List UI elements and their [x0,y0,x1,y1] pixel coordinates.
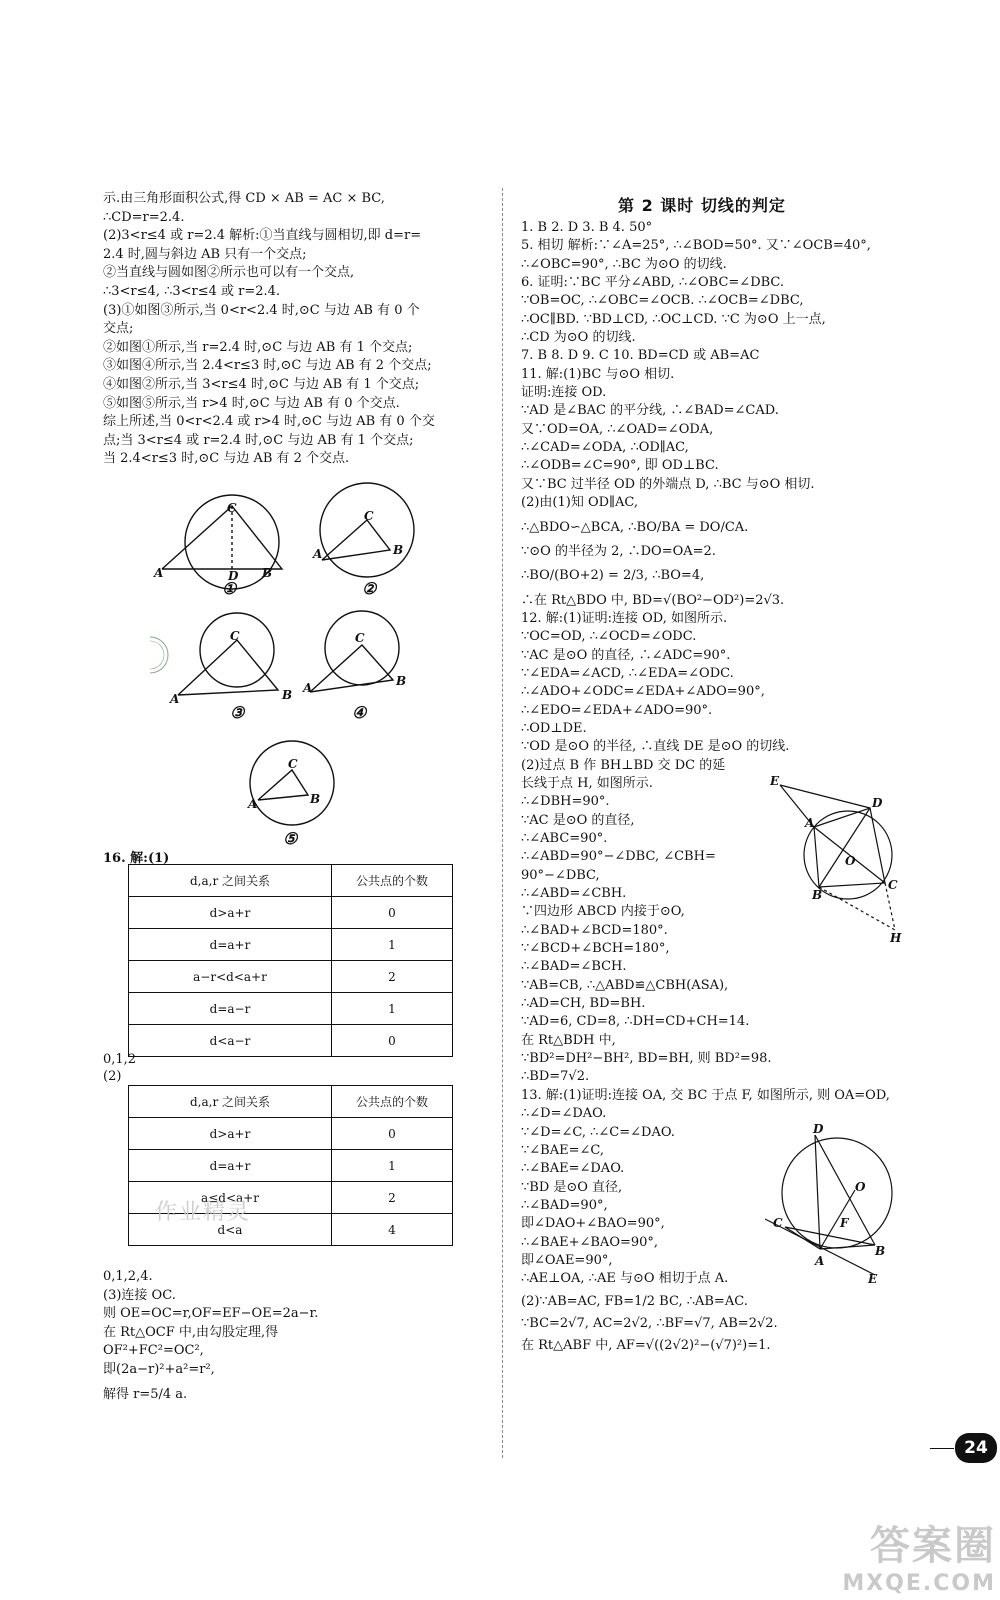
label-O: O [855,1180,866,1194]
table-row [129,1150,453,1182]
table-cell: 0 [332,1025,453,1057]
table-cell: a−r<d<a+r [129,961,332,993]
text-line: ∵AC 是⊙O 的直径, [521,812,635,828]
label-A: A [154,566,164,580]
label-O: O [845,854,856,868]
text-line: ∴∠BAE+∠BAO=90°, [521,1234,659,1250]
text-line: 5. 相切 解析:∵∠A=25°, ∴∠BOD=50°. 又∵∠OCB=40°, [521,238,871,254]
table-cell: 1 [332,1150,453,1182]
text-line: ∴OC∥BD. ∵BD⊥CD, ∴OC⊥CD. ∵C 为⊙O 上一点, [521,311,826,327]
text-line: ∴OD⊥DE. [521,720,587,736]
text-line: 又∵BC 过半径 OD 的外端点 D, ∴BC 与⊙O 相切. [521,476,815,492]
text-line: OF²+FC²=OC², [103,1343,204,1359]
text-line: ∴3<r≤4, ∴3<r≤4 或 r=2.4. [103,283,281,299]
label-F: F [840,1216,849,1230]
text-line: 交点; [103,321,134,337]
answer-text: 0,1,2 [103,1052,137,1067]
label-E: E [770,775,780,788]
text-line: ∵⊙O 的半径为 2, ∴DO=OA=2. [521,543,716,559]
text-line: ∵BD²=DH²−BH², BD=BH, 则 BD²=98. [521,1051,772,1067]
text-line: ∴∠BAD=∠BCH. [521,959,627,975]
table-cell: d>a+r [129,1118,332,1150]
relation-table-1 [128,864,453,1057]
text-line: ∴∠DBH=90°. [521,794,610,810]
label-B: B [310,792,321,806]
text-line: (3)①如图③所示,当 0<r<2.4 时,⊙C 与边 AB 有 0 个 [103,302,420,318]
label-C: C [288,757,298,771]
figure-num-4: ④ [352,703,367,722]
text-line: 7. B 8. D 9. C 10. BD=CD 或 AB=AC [521,348,760,364]
text-line: ∵AB=CB, ∴△ABD≌△CBH(ASA), [521,977,729,993]
table-row [129,961,453,993]
text-line: 13. 解:(1)证明:连接 OA, 交 BC 于点 F, 如图所示, 则 OA=OD, [521,1087,890,1103]
text-line: ②当直线与圆如图②所示也可以有一个交点, [103,265,355,281]
table-header-row [129,865,453,897]
text-line: ∴CD 为⊙O 的切线. [521,330,636,346]
label-C: C [355,631,365,645]
text-line: (3)连接 OC. [103,1287,176,1303]
text-line: 又∵OD=OA, ∴∠OAD=∠ODA, [521,421,714,437]
text-line: ∵AD 是∠BAC 的平分线, ∴∠BAD=∠CAD. [521,403,779,419]
label-A: A [248,797,258,811]
page-number-rule [930,1448,954,1449]
label-C: C [888,878,898,892]
label-B: B [282,688,293,702]
text-line: 在 Rt△ABF 中, AF=√((2√2)²−(√7)²)=1. [521,1338,771,1354]
text-line: ∴△BDO∽△BCA, ∴BO/BA = DO/CA. [521,519,749,535]
text-line: 当 2.4<r≤3 时,⊙C 与边 AB 有 2 个交点. [103,451,350,467]
text-line: 示.由三角形面积公式,得 CD × AB = AC × BC, [103,191,385,206]
text-line: 即(2a−r)²+a²=r², [103,1361,215,1377]
table-cell: 1 [332,993,453,1025]
text-line: ∵∠BAE=∠C, [521,1142,604,1158]
text-line: (2)由(1)知 OD∥AC, [521,495,639,511]
figure-5-triangle [258,770,308,800]
left-solution-text [103,190,483,469]
text-line: ∴BD=7√2. [521,1069,590,1085]
figure-3-triangle [178,640,278,695]
table-cell: a≤d<a+r [129,1182,332,1214]
table-row [129,1025,453,1057]
watermark-bottom: MXQE.COM [842,1571,996,1596]
figure-3-circle [200,613,274,687]
left-bottom-text [103,1268,483,1404]
text-line: 2.4 时,圆与斜边 AB 只有一个交点; [103,246,307,262]
label-B: B [875,1244,886,1258]
text-line: 点;当 3<r≤4 或 r=2.4 时,⊙C 与边 AB 有 1 个交点; [103,432,414,448]
text-line: 在 Rt△BDH 中, [521,1032,616,1048]
figure-q13 [765,1115,895,1295]
figure-2-triangle [322,520,390,560]
text-line: ∴∠EDO=∠EDA+∠ADO=90°. [521,702,713,718]
label-H: H [890,931,902,945]
figure-num-1: ① [222,579,237,598]
table-header-cell: d,a,r 之间关系 [129,865,332,897]
text-line: ∴∠OBC=90°, ∴BC 为⊙O 的切线. [521,256,727,272]
figure-5-circle [250,741,334,825]
text-line: ④如图②所示,当 3<r≤4 时,⊙C 与边 AB 有 1 个交点; [103,376,420,392]
label-D: D [813,1122,824,1136]
text-line: ∵OB=OC, ∴∠OBC=∠OCB. ∴∠OCB=∠DBC, [521,293,804,309]
text-line: ∵AC 是⊙O 的直径, ∴∠ADC=90°. [521,647,731,663]
text-line: ∴AE⊥OA, ∴AE 与⊙O 相切于点 A. [521,1271,729,1287]
figure-num-2: ② [362,579,377,598]
text-line: (2)过点 B 作 BH⊥BD 交 DC 的延 [521,757,726,773]
text-line: ∵BD 是⊙O 直径, [521,1179,623,1195]
text-line: ∴∠ABD=90°−∠DBC, ∠CBH= [521,849,716,865]
label-A: A [170,692,180,706]
label-C: C [230,629,240,643]
label-B: B [262,566,273,580]
text-line: 长线于点 H, 如图所示. [521,775,653,791]
text-line: ∵四边形 ABCD 内接于⊙O, [521,904,685,920]
text-line: ∴∠ABC=90°. [521,831,608,846]
text-line: ∴BO/(BO+2) = 2/3, ∴BO=4, [521,568,705,584]
answer-text: (2) [103,1069,122,1084]
text-line: ∵OD 是⊙O 的半径, ∴直线 DE 是⊙O 的切线. [521,739,790,755]
text-line: ⑤如图⑤所示,当 r>4 时,⊙C 与边 AB 有 0 个交点. [103,395,400,411]
text-line: ∴∠CAD=∠ODA, ∴OD∥AC, [521,440,689,456]
watermark-logo [842,1514,996,1596]
label-B: B [396,674,407,688]
text-line: ∵AD=6, CD=8, ∴DH=CD+CH=14. [521,1014,750,1030]
label-B: B [393,543,404,557]
table-cell: 1 [332,929,453,961]
figure-num-5: ⑤ [283,829,298,848]
text-line: ∵∠BCD+∠BCH=180°, [521,941,670,957]
label-D: D [872,796,883,810]
label-A: A [815,1254,825,1268]
text-line: 则 OE=OC=r,OF=EF−OE=2a−r. [103,1306,319,1322]
text-line: 1. B 2. D 3. B 4. 50° [521,220,653,235]
text-line: (2)∵AB=AC, FB=1/2 BC, ∴AB=AC. [521,1293,748,1309]
section-title: 第 2 课时 切线的判定 [618,196,786,215]
table-cell: 2 [332,961,453,993]
watermark-top: 答案圈 [870,1523,996,1569]
stamp-seal [150,637,168,673]
text-line: ∵∠EDA=∠ACD, ∴∠EDA=∠ODC. [521,665,734,681]
text-line: 证明:连接 OD. [521,385,607,401]
figure-num-3: ③ [230,703,245,722]
label-C: C [364,509,374,523]
label-C: C [773,1216,783,1230]
label-D: D [228,569,239,583]
text-line: ∴∠ADO+∠ODC=∠EDA+∠ADO=90°, [521,684,765,700]
text-line: (2)3<r≤4 或 r=2.4 解析:①当直线与圆相切,即 d=r= [103,228,422,244]
text-line: ∴∠BAE=∠DAO. [521,1161,625,1177]
table-header-cell: d,a,r 之间关系 [129,1086,332,1118]
text-line: 90°−∠DBC, [521,867,600,883]
text-line: ∴∠BAD+∠BCD=180°. [521,922,668,938]
text-line: 即∠OAE=90°, [521,1252,613,1268]
figure-4-triangle [310,645,393,692]
text-line: 11. 解:(1)BC 与⊙O 相切. [521,366,675,382]
text-line: ∴∠BAD=90°, [521,1197,608,1213]
label-A: A [303,681,313,695]
watermark-stamp: 作业精灵 [155,1200,252,1225]
table-cell: d=a+r [129,929,332,961]
table-row [129,993,453,1025]
figure-q12 [770,775,910,945]
text-line: ∵BC=2√7, AC=2√2, ∴BF=√7, AB=2√2. [521,1315,778,1331]
text-line: 0,1,2,4. [103,1269,153,1284]
table-cell: d=a+r [129,1150,332,1182]
text-line: ③如图④所示,当 2.4<r≤3 时,⊙C 与边 AB 有 2 个交点; [103,358,432,374]
table-row [129,897,453,929]
table-cell: 0 [332,1118,453,1150]
text-line: ∵∠D=∠C, ∴∠C=∠DAO. [521,1124,675,1140]
table-cell: 2 [332,1182,453,1214]
text-line: ∴CD=r=2.4. [103,209,185,225]
table-row [129,1118,453,1150]
text-line: ∴∠D=∠DAO. [521,1106,607,1122]
text-line: ②如图①所示,当 r=2.4 时,⊙C 与边 AB 有 1 个交点; [103,339,413,355]
table-cell: d<a−r [129,1025,332,1057]
label-E: E [868,1272,878,1286]
label-A: A [313,547,323,561]
figure-1-triangle [162,506,282,569]
text-line: 解得 r=5/4 a. [103,1386,188,1402]
text-line: 即∠DAO+∠BAO=90°, [521,1216,665,1232]
text-line: ∴AD=CH, BD=BH. [521,996,646,1012]
table-cell: 0 [332,897,453,929]
table-header-cell: 公共点的个数 [332,865,453,897]
page-number: 24 [955,1433,997,1463]
table-cell: 4 [332,1214,453,1246]
label-B: B [812,888,823,902]
table-cell: d=a−r [129,993,332,1025]
text-line: 12. 解:(1)证明:连接 OD, 如图所示. [521,610,728,626]
table-cell: d<a [129,1214,332,1246]
figure-2-circle [320,483,414,577]
text-line: 在 Rt△OCF 中,由勾股定理,得 [103,1324,279,1340]
q16-heading: 16. 解:(1) [103,851,170,866]
text-line: ∵OC=OD, ∴∠OCD=∠ODC. [521,629,697,645]
table-row [129,929,453,961]
table-cell: d>a+r [129,897,332,929]
table-header-row [129,1086,453,1118]
column-divider [502,188,503,1458]
text-line: 综上所述,当 0<r<2.4 或 r>4 时,⊙C 与边 AB 有 0 个交 [103,414,435,430]
text-line: ∴∠ODB=∠C=90°, 即 OD⊥BC. [521,458,719,474]
label-A: A [805,816,815,830]
text-line: ∴∠ABD=∠CBH. [521,886,627,902]
table-header-cell: 公共点的个数 [332,1086,453,1118]
text-line: ∴在 Rt△BDO 中, BD=√(BO²−OD²)=2√3. [521,592,785,608]
label-C: C [227,501,237,515]
circle-figures [150,470,450,850]
text-line: 6. 证明:∵BC 平分∠ABD, ∴∠OBC=∠DBC. [521,275,785,291]
